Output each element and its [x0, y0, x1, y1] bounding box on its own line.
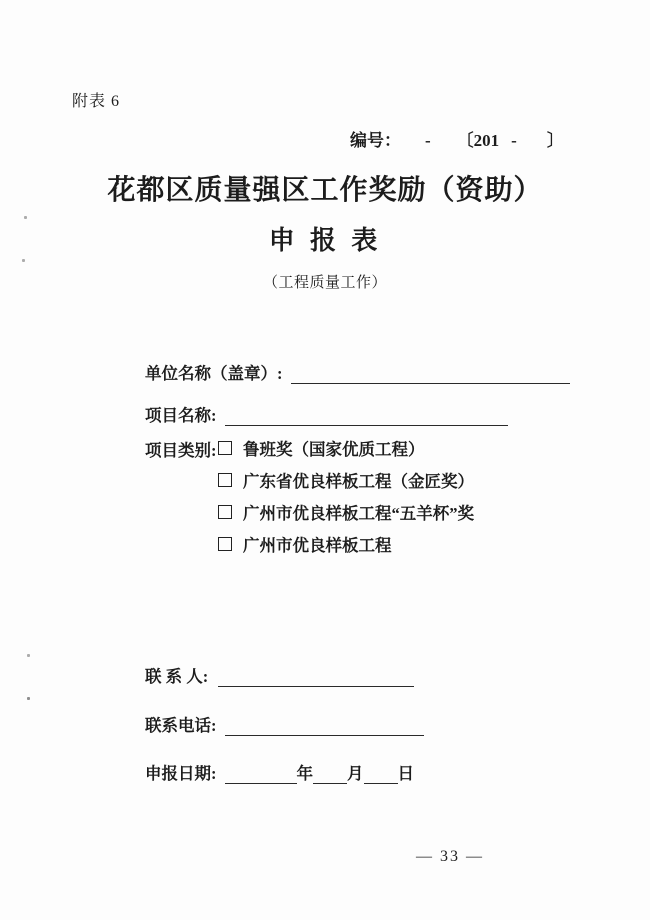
- checkbox-luban[interactable]: [218, 441, 232, 455]
- document-number-line: [350, 126, 564, 151]
- checkbox-wuyangbei[interactable]: [218, 505, 232, 519]
- form-title-line2: 申 报 表: [268, 225, 382, 255]
- category-option-wuyangbei: [218, 500, 474, 524]
- project-name-label: 项目名称:: [145, 406, 217, 425]
- project-category-label: 项目类别:: [145, 441, 217, 460]
- unit-name-row: [145, 360, 570, 384]
- category-option-label: 广州市优良样板工程: [243, 536, 392, 555]
- checkbox-guangzhou[interactable]: [218, 537, 232, 551]
- contact-person-input[interactable]: [218, 667, 414, 687]
- category-option-luban: [218, 436, 425, 460]
- date-day-unit: 日: [397, 764, 414, 783]
- page-number: — 33 —: [416, 848, 484, 865]
- page-number-container: [0, 848, 650, 866]
- project-name-input[interactable]: [225, 406, 508, 426]
- date-month-input[interactable]: [313, 764, 347, 784]
- form-title-line1: 花都区质量强区工作奖励（资助）: [107, 174, 543, 205]
- project-category-row: [145, 437, 217, 461]
- category-option-label: 鲁班奖（国家优质工程）: [243, 440, 425, 459]
- apply-date-label: 申报日期:: [145, 764, 217, 783]
- number-label: 编号：: [350, 131, 401, 150]
- scan-artifact: [27, 654, 30, 657]
- contact-phone-input[interactable]: [225, 716, 424, 736]
- category-option-guangzhou: [218, 532, 392, 556]
- number-dash-2: -: [511, 131, 517, 150]
- appendix-label: 附表 6: [72, 93, 121, 110]
- date-year-input[interactable]: [225, 764, 297, 784]
- scan-artifact: [22, 259, 25, 262]
- checkbox-guangdong[interactable]: [218, 473, 232, 487]
- project-name-row: [145, 402, 508, 426]
- contact-phone-label: 联系电话:: [145, 716, 217, 735]
- unit-name-label: 单位名称（盖章）:: [145, 364, 283, 383]
- unit-name-input[interactable]: [291, 364, 570, 384]
- category-option-label: 广东省优良样板工程（金匠奖）: [243, 472, 474, 491]
- category-option-guangdong: [218, 468, 474, 492]
- scan-artifact: [27, 697, 30, 700]
- date-year-unit: 年: [296, 764, 313, 783]
- contact-person-label: 联 系 人:: [145, 667, 209, 686]
- number-bracket-open: 〔201: [456, 131, 500, 150]
- scan-artifact: [24, 216, 27, 219]
- apply-date-row: [145, 760, 414, 784]
- number-bracket-close: 〕: [546, 131, 564, 150]
- number-dash-1: -: [425, 131, 431, 150]
- category-option-label: 广州市优良样板工程“五羊杯”奖: [243, 504, 474, 523]
- date-month-unit: 月: [347, 764, 364, 783]
- contact-phone-row: [145, 712, 424, 736]
- date-day-input[interactable]: [364, 764, 398, 784]
- contact-person-row: [145, 663, 414, 687]
- form-subtitle: （工程质量工作）: [262, 275, 387, 291]
